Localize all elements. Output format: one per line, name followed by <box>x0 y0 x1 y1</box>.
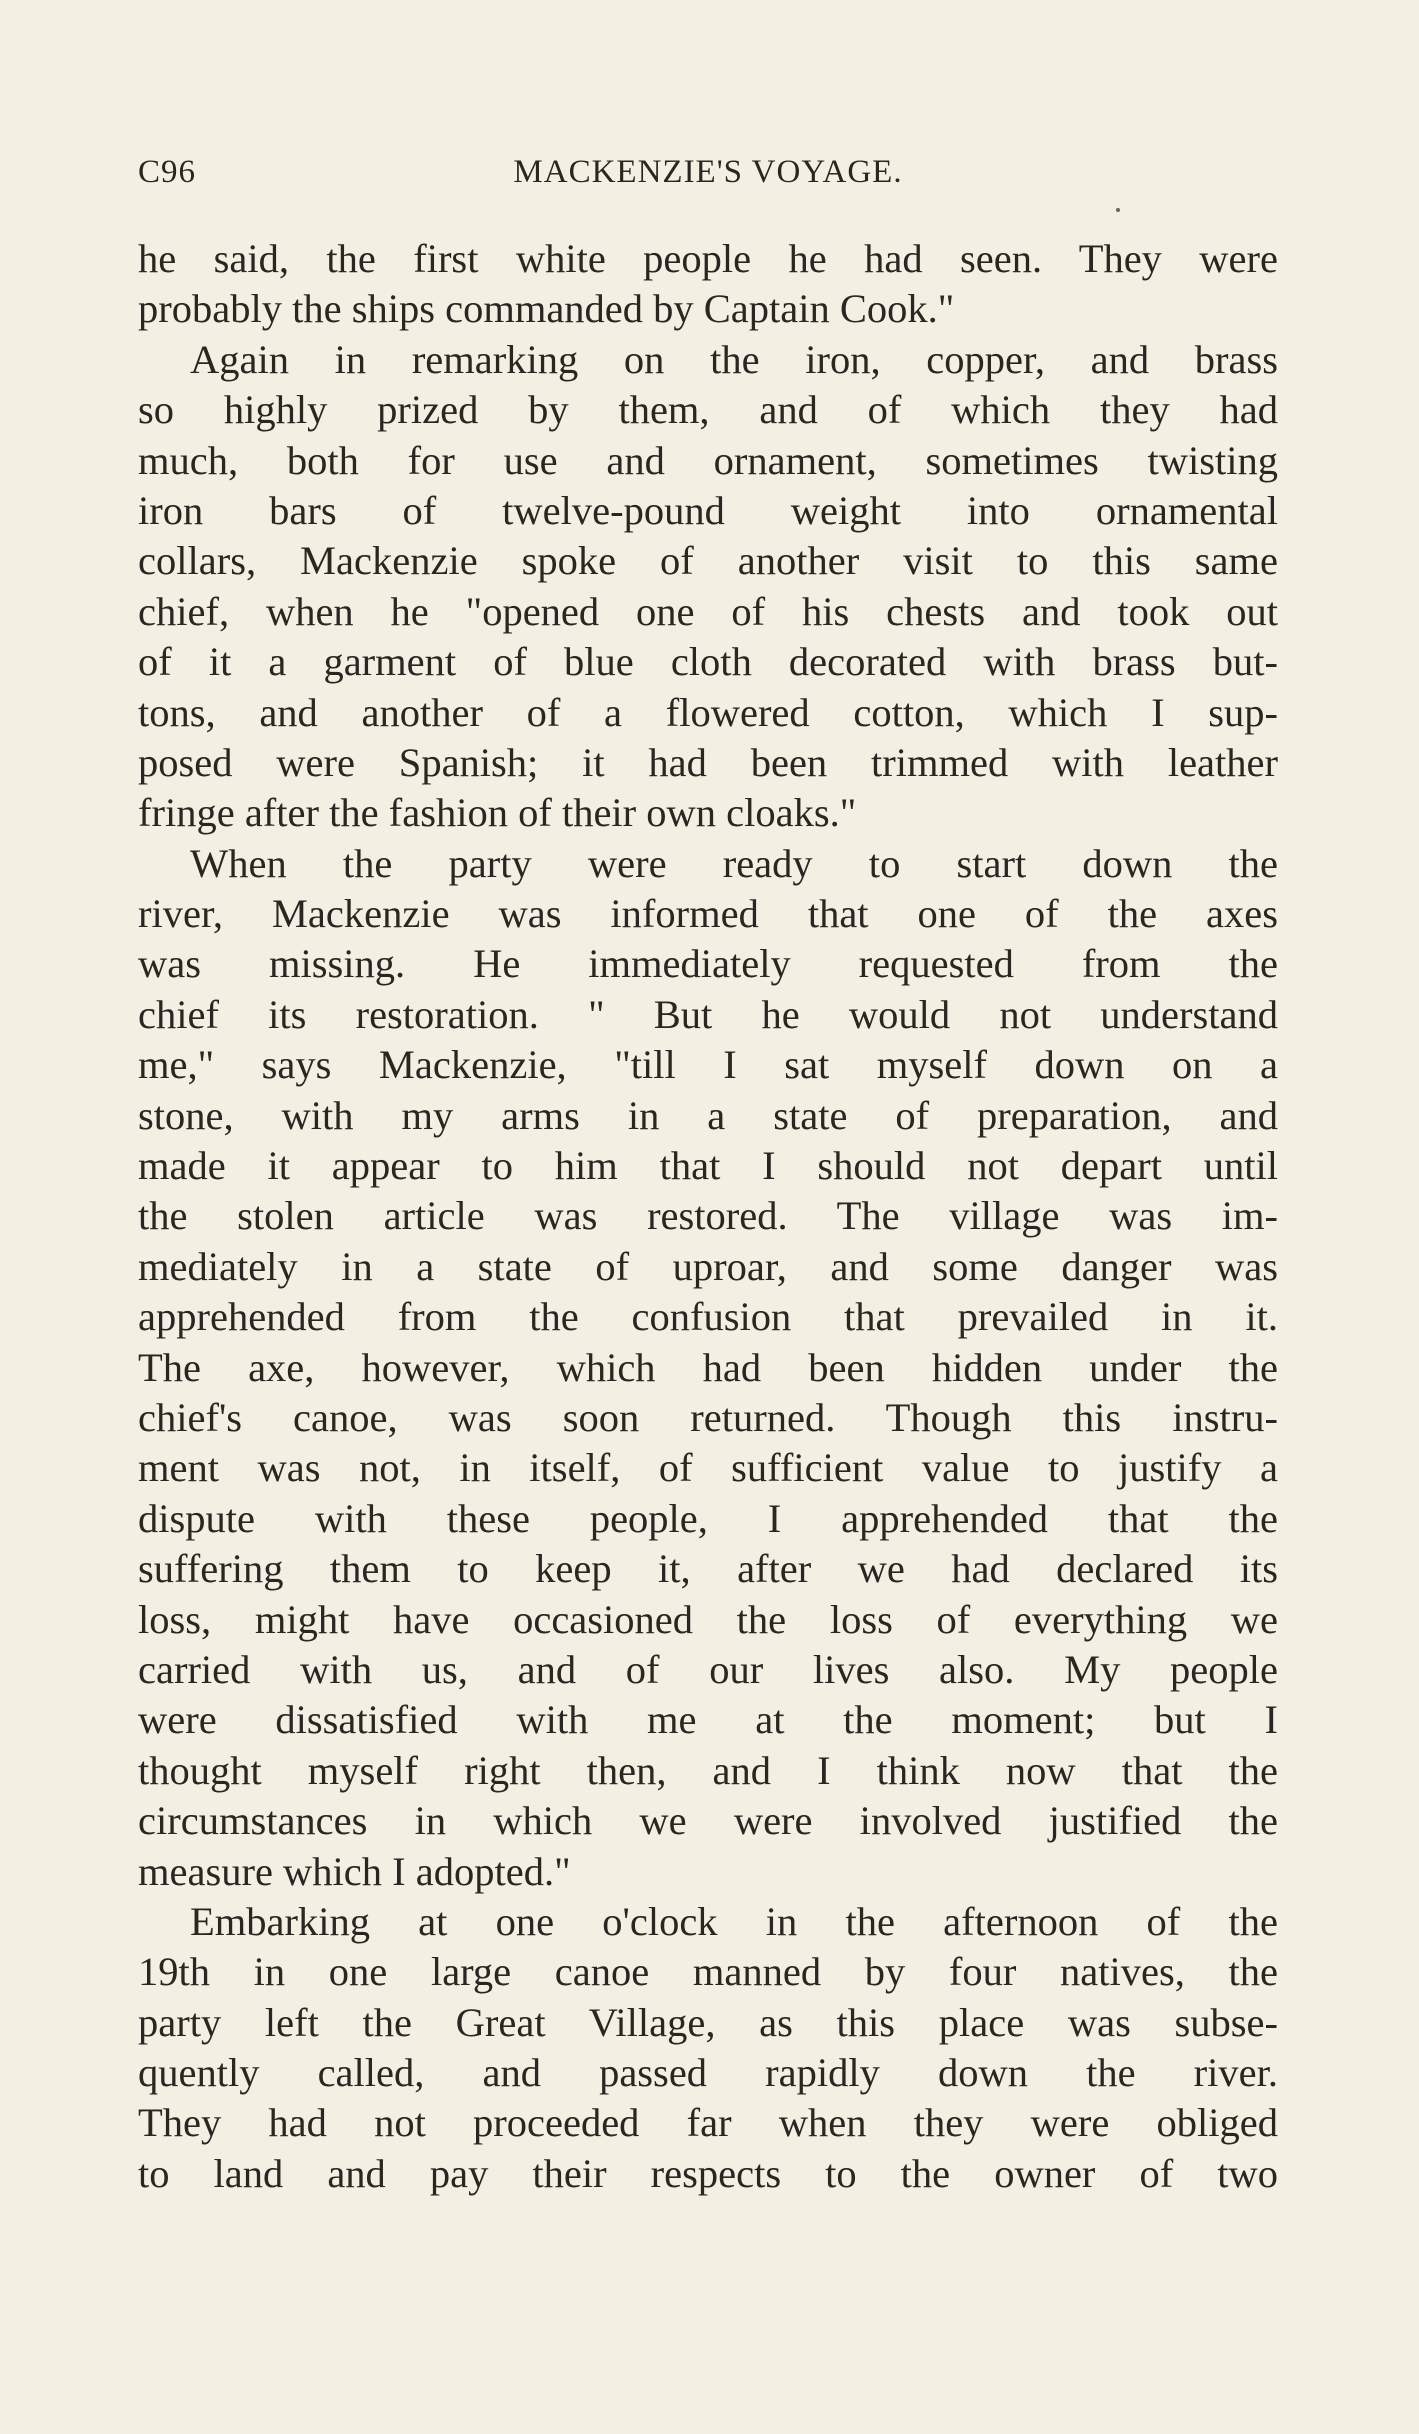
text-line: loss, might have occasioned the loss of everything we <box>138 1596 1278 1642</box>
text-line: stone, with my arms in a state of preparation, and <box>138 1092 1278 1138</box>
text-line: was missing. He immediately requested from the <box>138 941 1278 987</box>
text-line: collars, Mackenzie spoke of another visit to this same <box>138 538 1278 584</box>
text-line: tons, and another of a flowered cotton, which I sup- <box>138 689 1278 735</box>
text-line: Again in remarking on the iron, copper, and brass <box>190 336 1278 382</box>
body-text <box>138 234 1278 2199</box>
text-line: apprehended from the confusion that prevailed in it. <box>138 1294 1278 1340</box>
page-number: C96 <box>138 154 197 190</box>
text-line: the stolen article was restored. The village was im- <box>138 1193 1278 1239</box>
text-line: The axe, however, which had been hidden under the <box>138 1344 1278 1390</box>
text-line: iron bars of twelve-pound weight into ornamental <box>138 487 1278 533</box>
text-line: me," says Mackenzie, "till I sat myself down on a <box>138 1042 1278 1088</box>
text-line: made it appear to him that I should not depart until <box>138 1143 1278 1189</box>
text-line: chief its restoration. " But he would not understand <box>138 991 1278 1037</box>
text-line: mediately in a state of uproar, and some danger was <box>138 1243 1278 1289</box>
text-line: thought myself right then, and I think now that the <box>138 1747 1278 1793</box>
text-line: of it a garment of blue cloth decorated with brass but- <box>138 639 1278 685</box>
running-head <box>138 154 1278 204</box>
text-line: quently called, and passed rapidly down the river. <box>138 2050 1278 2096</box>
text-line: so highly prized by them, and of which they had <box>138 387 1278 433</box>
text-line: chief's canoe, was soon returned. Though this instru- <box>138 1394 1278 1440</box>
text-line: Embarking at one o'clock in the afternoon of the <box>190 1898 1278 1944</box>
text-line: 19th in one large canoe manned by four natives, the <box>138 1949 1278 1995</box>
text-line: were dissatisfied with me at the moment; but I <box>138 1697 1278 1743</box>
text-line: he said, the first white people he had seen. They were <box>138 236 1278 281</box>
text-line: much, both for use and ornament, sometimes twisting <box>138 437 1278 483</box>
text-line: fringe after the fashion of their own cloaks." <box>138 790 857 836</box>
text-line: When the party were ready to start down the <box>190 840 1278 886</box>
text-line: to land and pay their respects to the owner of two <box>138 2150 1278 2196</box>
text-line: carried with us, and of our lives also. My people <box>138 1646 1278 1692</box>
running-title: MACKENZIE'S VOYAGE. <box>513 154 903 190</box>
text-line: probably the ships commanded by Captain Cook." <box>138 286 955 332</box>
text-line: river, Mackenzie was informed that one of the axes <box>138 891 1278 937</box>
text-line: chief, when he "opened one of his chests and took out <box>138 588 1278 634</box>
text-line: party left the Great Village, as this place was subse- <box>138 1999 1278 2045</box>
text-line: posed were Spanish; it had been trimmed with leather <box>138 739 1278 785</box>
print-speck <box>1116 208 1120 212</box>
text-line: measure which I adopted." <box>138 1848 571 1894</box>
text-line: dispute with these people, I apprehended that the <box>138 1495 1278 1541</box>
text-line: circumstances in which we were involved justified the <box>138 1798 1278 1844</box>
text-line: suffering them to keep it, after we had declared its <box>138 1546 1278 1592</box>
text-line: ment was not, in itself, of sufficient value to justify a <box>138 1445 1278 1491</box>
text-line: They had not proceeded far when they were obliged <box>138 2100 1278 2146</box>
